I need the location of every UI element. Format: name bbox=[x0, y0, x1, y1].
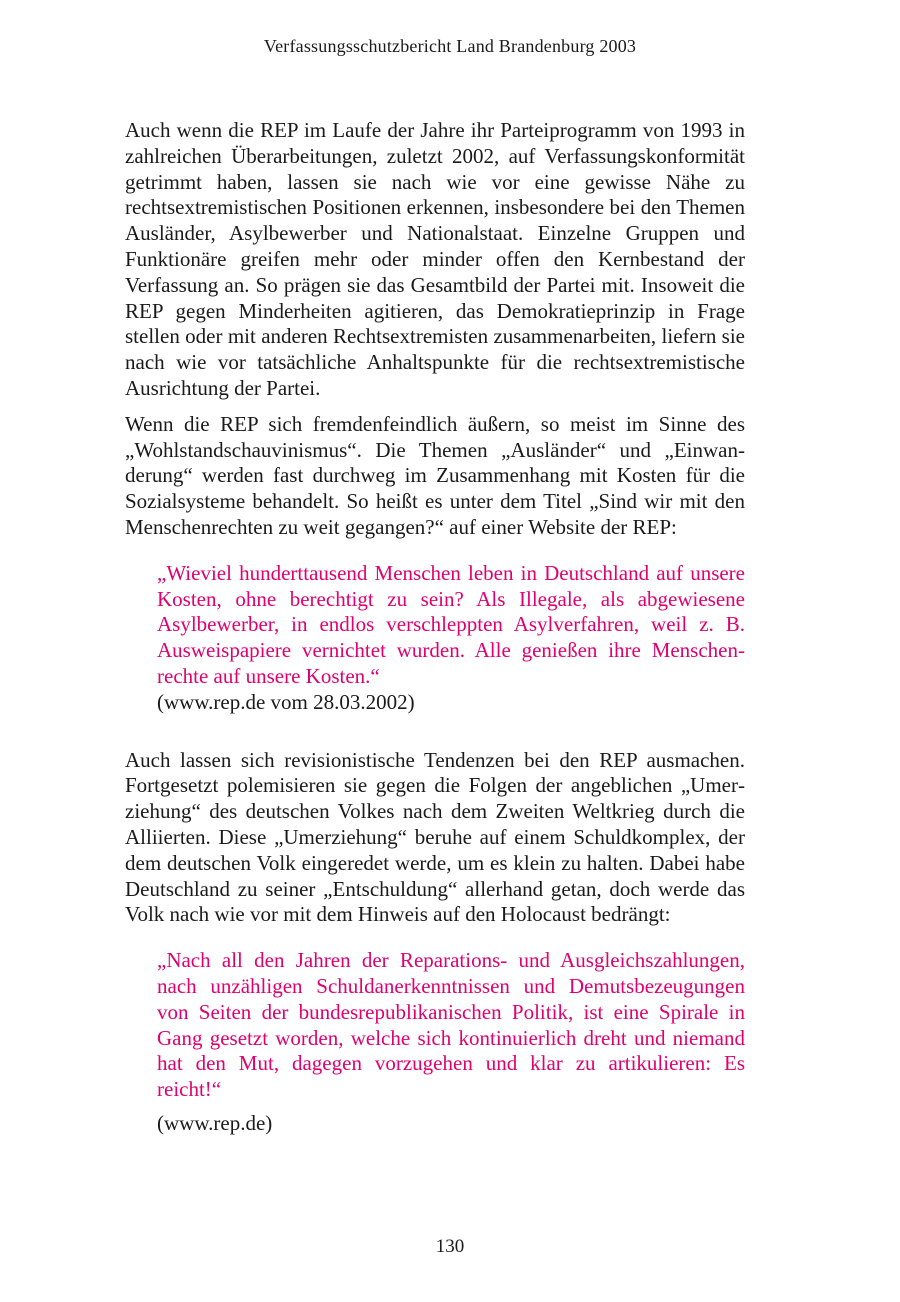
body-paragraph-1: Auch wenn die REP im Laufe der Jahre ihr Parteiprogramm von 1993 in zahlreichen Überarbeitungen, zuletzt 2002, auf Verfassungskonformität getrimmt haben, lassen sie nach wie vor eine gewisse Nähe zu rechtsextremistischen Positionen erkennen, insbesondere bei den Themen Ausländer, Asylbewerber und Nationalstaat. Einzelne Gruppen und Funktionäre greifen mehr oder minder offen den Kernbestand der Verfassung an. So prägen sie das Gesamtbild der Partei mit. Insoweit die REP gegen Minderheiten agitieren, das Demokratieprinzip in Frage stellen oder mit anderen Rechtsextremisten zusammenarbeiten, liefern sie nach wie vor tatsächliche Anhaltspunkte für die rechtsextremistische Ausrichtung der Partei. bbox=[125, 118, 745, 400]
block-quote-2 bbox=[157, 948, 745, 1137]
block-quote-1 bbox=[157, 561, 745, 716]
running-header: Verfassungsschutzbericht Land Brandenburg 2003 bbox=[263, 36, 637, 56]
body-paragraph-2: Wenn die REP sich fremdenfeindlich äußern, so meist im Sinne des „Wohlstandschauvinismus“. Die Themen „Ausländer“ und „Einwanderung“ werden fast durchweg im Zusammenhang mit Kosten für die Sozialsysteme behandelt. So heißt es unter dem Titel „Sind wir mit den Menschenrechten zu weit gegangen?“ auf einer Website der REP: bbox=[125, 411, 745, 539]
quote-text-1: „Wieviel hunderttausend Menschen leben in Deutschland auf unsere Kosten, ohne berechtigt zu sein? Als Illegale, als abgewiesene Asylbewerber, in endlos verschleppten Asylverfahren, weil z. B. Ausweispapiere vernichtet wurden. Alle genießen ihre Menschenrechte auf unsere Kosten.“ bbox=[157, 560, 745, 688]
quote-source-2: (www.rep.de) bbox=[157, 1110, 273, 1135]
page-content bbox=[125, 118, 745, 1137]
page-number: 130 bbox=[435, 1236, 465, 1257]
body-paragraph-3: Auch lassen sich revisionistische Tendenzen bei den REP ausmachen. Fortgesetzt polemisieren sie gegen die Folgen der angeblichen „Umerziehung“ des deutschen Volkes nach dem Zweiten Weltkrieg durch die Alliierten. Diese „Umerziehung“ beruhe auf einem Schuldkomplex, der dem deutschen Volk eingeredet werde, um es klein zu halten. Dabei habe Deutschland zu seiner „Entschuldung“ allerhand getan, doch werde das Volk nach wie vor mit dem Hinweis auf den Holocaust bedrängt: bbox=[125, 747, 745, 927]
quote-text-2: „Nach all den Jahren der Reparations- und Ausgleichszahlungen, nach unzähligen Schuldanerkenntnissen und Demutsbezeugungen von Seiten der bundesrepublikanischen Politik, ist eine Spirale in Gang gesetzt worden, welche sich kontinuierlich dreht und niemand hat den Mut, dagegen vorzugehen und klar zu artikulieren: Es reicht!“ bbox=[157, 948, 745, 1102]
quote-source-1: (www.rep.de vom 28.03.2002) bbox=[157, 689, 415, 714]
